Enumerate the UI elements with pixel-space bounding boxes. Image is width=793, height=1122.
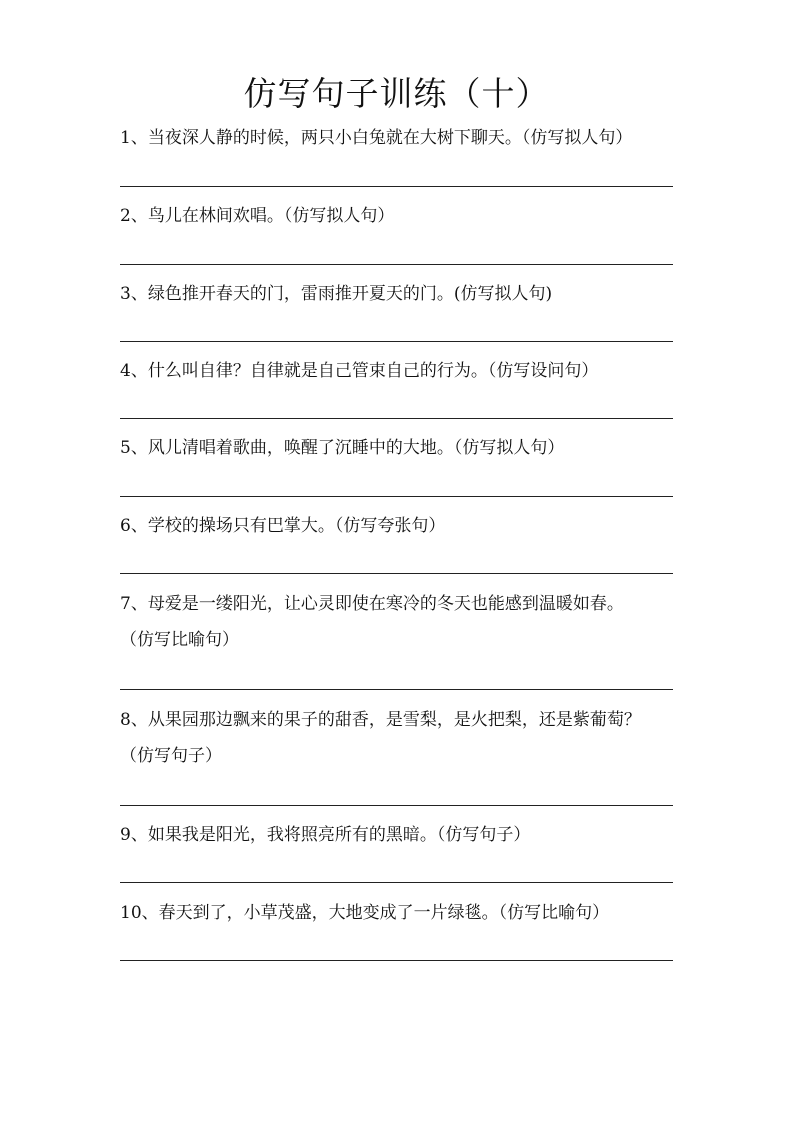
question-text: 10、春天到了，小草茂盛，大地变成了一片绿毯。（仿写比喻句） [120,903,610,923]
question-3 [120,282,680,306]
question-6 [120,514,680,538]
question-text: 2、鸟儿在林间欢唱。（仿写拟人句） [120,206,395,226]
answer-line-1[interactable] [120,186,673,187]
question-2 [120,204,680,228]
answer-line-3[interactable] [120,341,673,342]
question-4 [120,359,680,383]
question-9 [120,823,680,847]
answer-line-10[interactable] [120,960,673,961]
question-text: 9、如果我是阳光，我将照亮所有的黑暗。（仿写句子） [120,825,531,845]
question-5 [120,436,680,460]
question-1 [120,126,680,150]
question-hint: （仿写句子） [120,746,222,766]
question-text: 1、当夜深人静的时候，两只小白兔就在大树下聊天。（仿写拟人句） [120,128,633,148]
answer-line-6[interactable] [120,573,673,574]
answer-line-4[interactable] [120,418,673,419]
question-text: 5、风儿清唱着歌曲，唤醒了沉睡中的大地。（仿写拟人句） [120,438,565,458]
answer-line-8[interactable] [120,805,673,806]
page-title: 仿写句子训练（十） [243,74,550,113]
question-text: 3、绿色推开春天的门，雷雨推开夏天的门。(仿写拟人句) [120,284,553,304]
question-text: 8、从果园那边飘来的果子的甜香，是雪梨，是火把梨，还是紫葡萄？ [120,710,641,730]
answer-line-7[interactable] [120,689,673,690]
answer-line-9[interactable] [120,882,673,883]
question-text: 6、学校的操场只有巴掌大。（仿写夸张句） [120,516,446,536]
question-7 [120,592,680,652]
answer-line-5[interactable] [120,496,673,497]
question-8 [120,708,680,768]
question-text: 7、母爱是一缕阳光，让心灵即使在寒冷的冬天也能感到温暖如春。 [120,594,624,614]
answer-line-2[interactable] [120,264,673,265]
question-text: 4、什么叫自律？自律就是自己管束自己的行为。（仿写设问句） [120,361,599,381]
question-hint: （仿写比喻句） [120,630,239,650]
question-10 [120,901,680,925]
